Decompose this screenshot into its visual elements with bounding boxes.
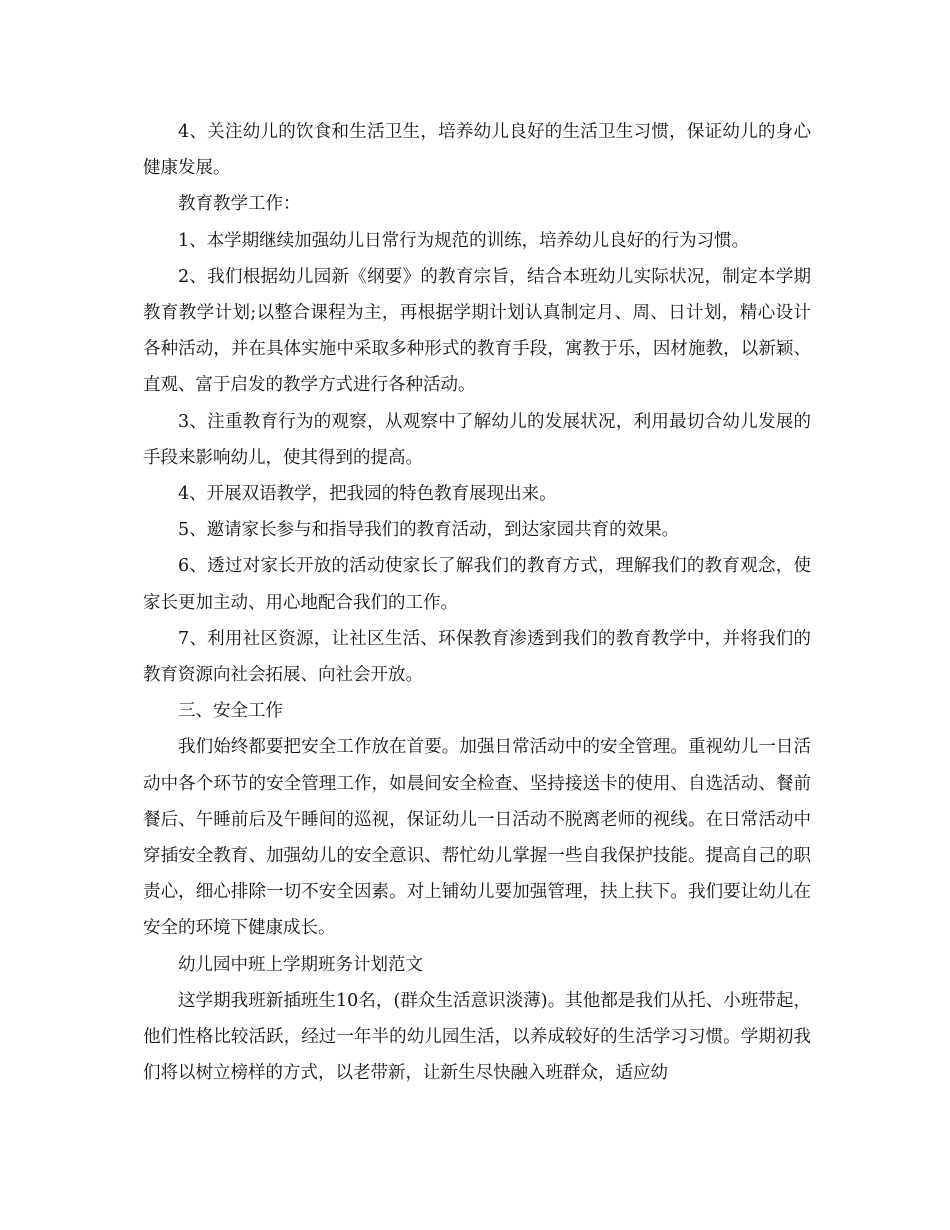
paragraph-safety: 我们始终都要把安全工作放在首要。加强日常活动中的安全管理。重视幼儿一日活动中各个环节的安全管理工作，如晨间安全检查、坚持接送卡的使用、自选活动、餐前餐后、午睡前后及午睡间的巡视，保证幼儿一日活动不脱离老师的视线。在日常活动中穿插安全教育、加强幼儿的安全意识、帮忙幼儿掌握一些自我保护技能。提高自己的职责心，细心排除一切不安全因素。对上铺幼儿要加强管理，扶上扶下。我们要让幼儿在安全的环境下健康成长。 bbox=[143, 737, 811, 939]
paragraph-item-5-parents: 5、邀请家长参与和指导我们的教育活动，到达家园共育的效果。 bbox=[178, 520, 680, 541]
paragraph-item-2-plan: 2、我们根据幼儿园新《纲要》的教育宗旨，结合本班幼儿实际状况，制定本学期教育教学计划;以整合课程为主，再根据学期计划认真制定月、周、日计划，精心设计各种活动，并在具体实施中采取多种形式的教育手段，寓教于乐，因材施教，以新颖、直观、富于启发的教学方式进行各种活动。 bbox=[143, 266, 811, 396]
paragraph-item-1-behavior: 1、本学期继续加强幼儿日常行为规范的训练，培养幼儿良好的行为习惯。 bbox=[178, 230, 750, 251]
paragraph-item-7-community: 7、利用社区资源，让社区生活、环保教育渗透到我们的教育教学中，并将我们的教育资源向社会拓展、向社会开放。 bbox=[143, 628, 811, 686]
paragraph-item-4-bilingual: 4、开展双语教学，把我园的特色教育展现出来。 bbox=[178, 484, 557, 505]
paragraph-item-6-open-activities: 6、透过对家长开放的活动使家长了解我们的教育方式，理解我们的教育观念，使家长更加主动、用心地配合我们的工作。 bbox=[143, 556, 811, 613]
paragraph-item-3-observation: 3、注重教育行为的观察，从观察中了解幼儿的发展状况，利用最切合幼儿发展的手段来影响幼儿，使其得到的提高。 bbox=[143, 411, 811, 468]
document-body bbox=[143, 114, 811, 1091]
section-heading-teaching: 教育教学工作： bbox=[178, 194, 301, 215]
paragraph-class-intro: 这学期我班新插班生10名，(群众生活意识淡薄)。其他都是我们从托、小班带起，他们性格比较活跃，经过一年半的幼儿园生活，以养成较好的生活学习习惯。学期初我们将以树立榜样的方式，以老带新，让新生尽快融入班群众，适应幼 bbox=[143, 990, 811, 1084]
document-subtitle: 幼儿园中班上学期班务计划范文 bbox=[178, 954, 423, 975]
paragraph-item-4-hygiene: 4、关注幼儿的饮食和生活卫生，培养幼儿良好的生活卫生习惯，保证幼儿的身心健康发展。 bbox=[143, 122, 811, 179]
section-heading-safety: 三、安全工作 bbox=[178, 701, 283, 722]
